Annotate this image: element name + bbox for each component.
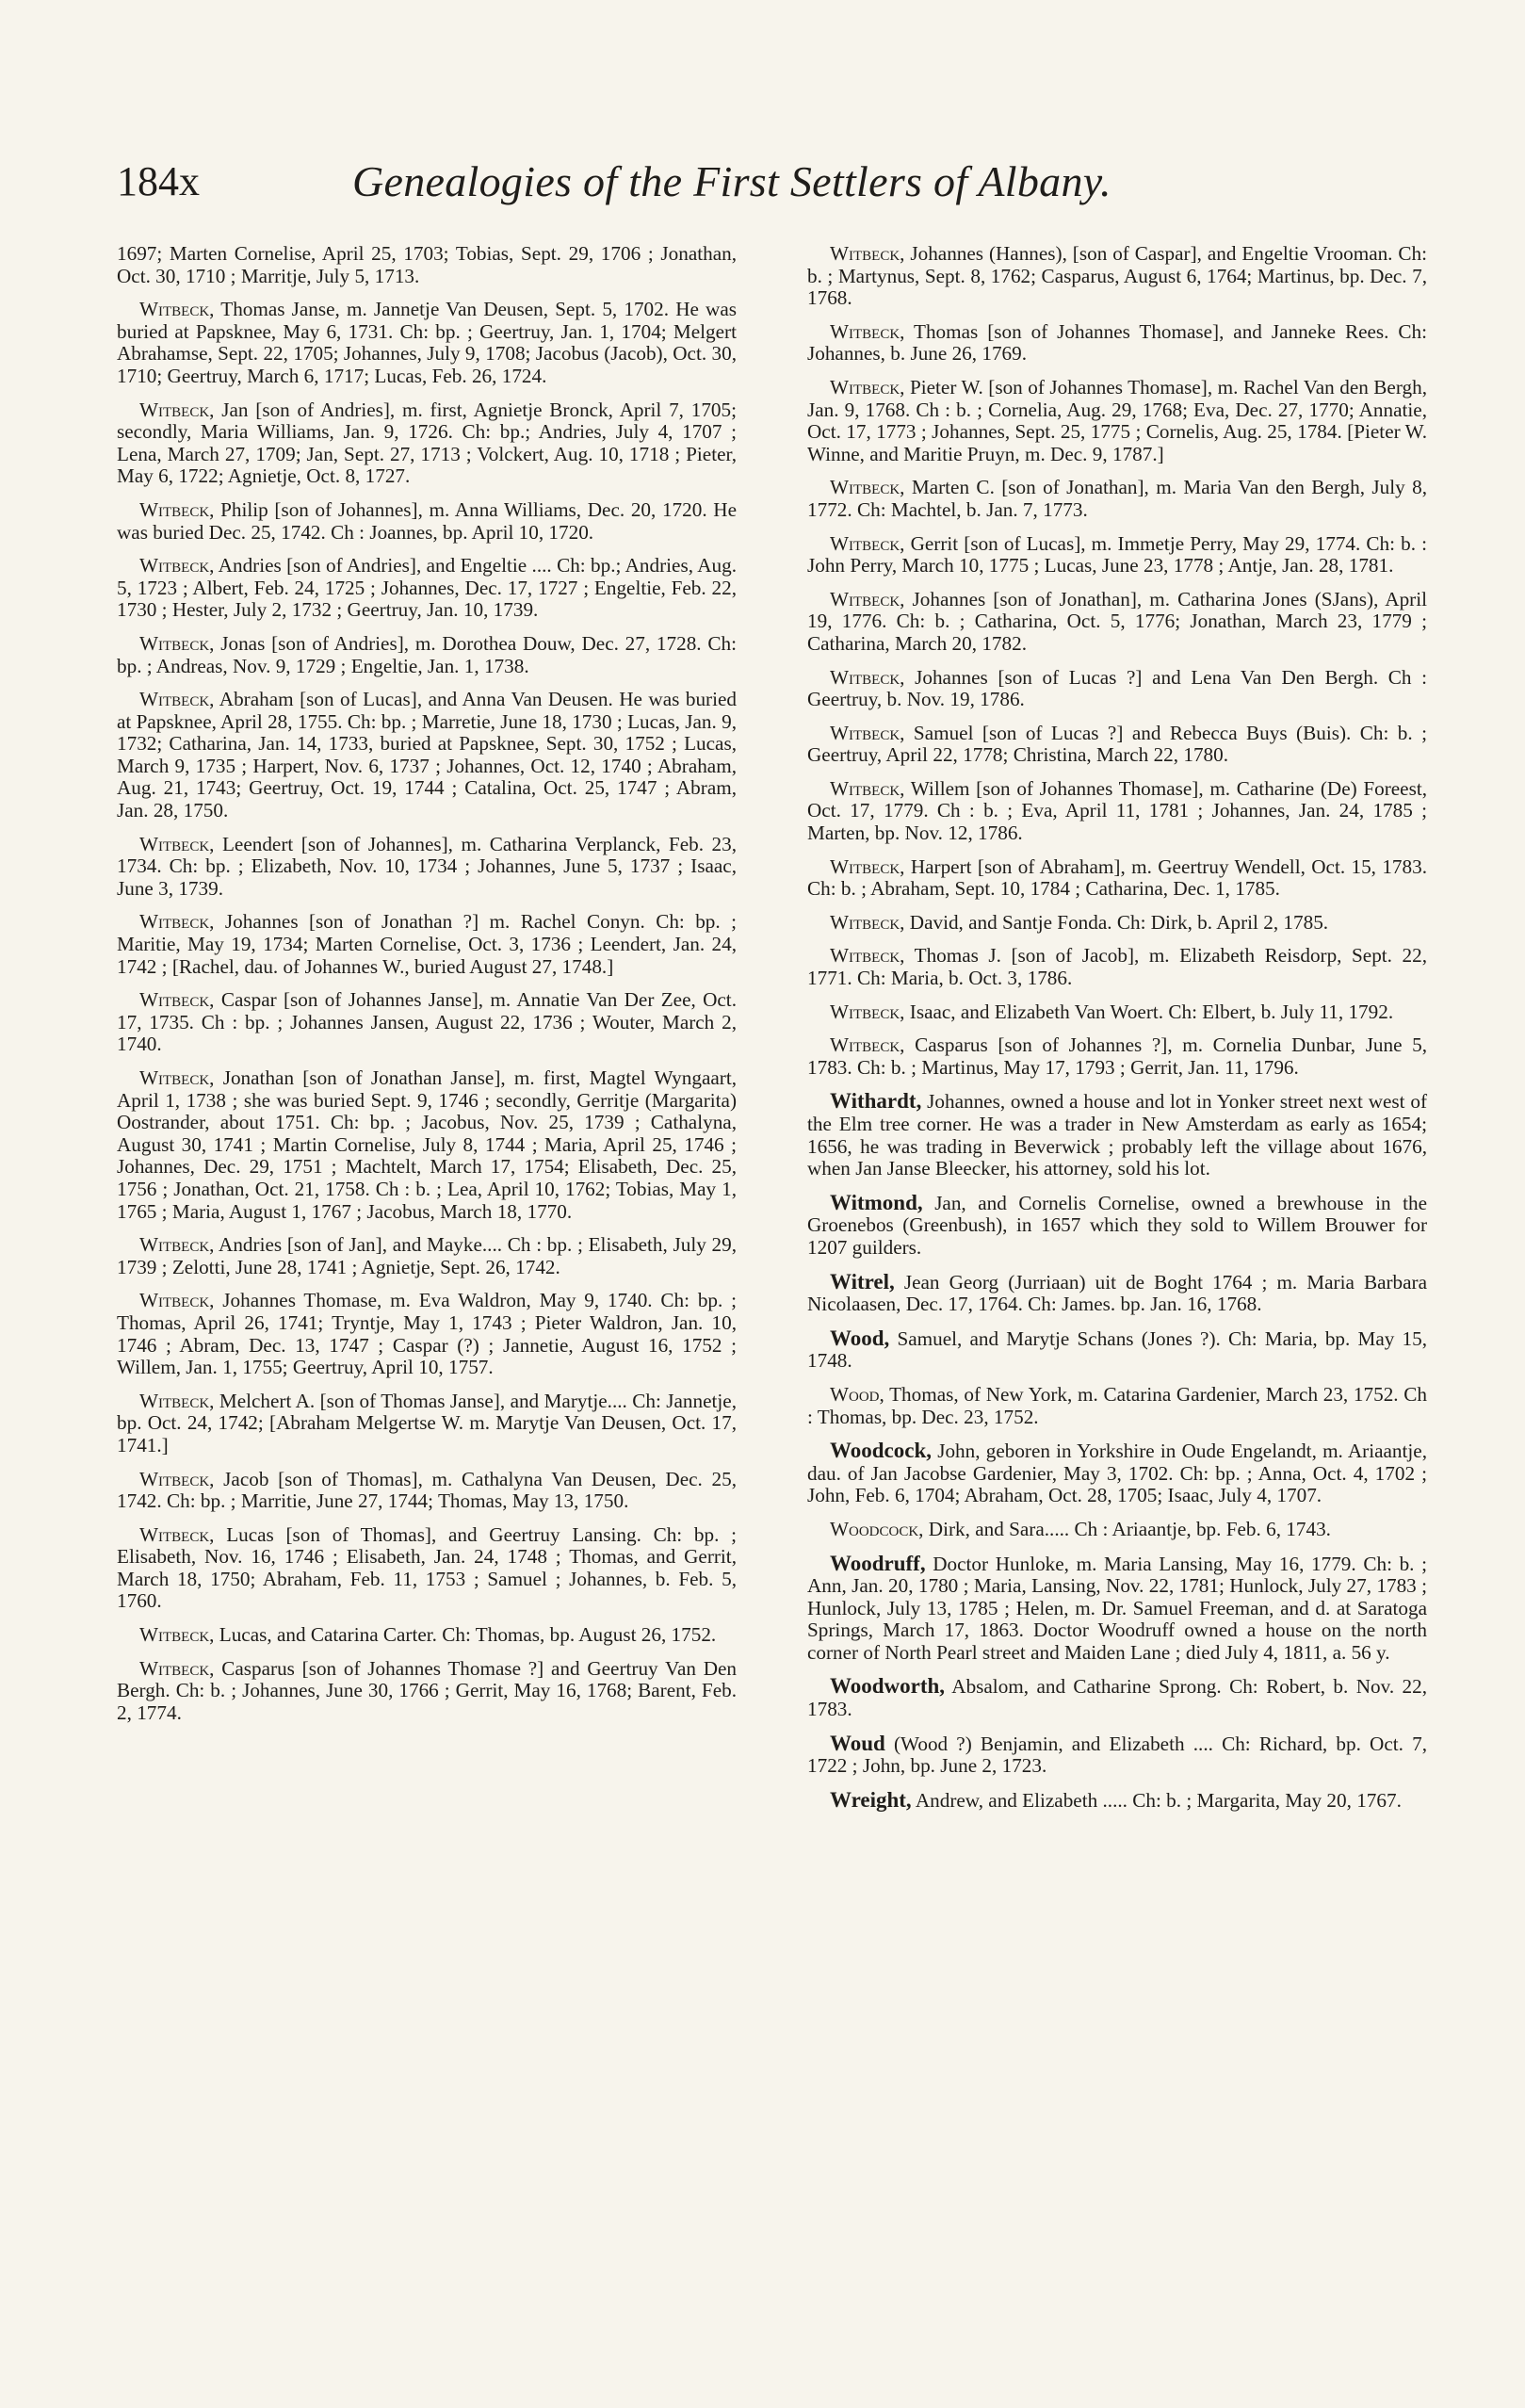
entry-text: Samuel [son of Lucas ?] and Rebecca Buys (Buis). Ch: b. ; Geertruy, April 22, 1778; Christina, March 22, 1780. xyxy=(807,721,1428,767)
entry-text: Thomas [son of Johannes Thomase], and Janneke Rees. Ch: Johannes, b. June 26, 1769. xyxy=(807,319,1427,366)
genealogy-entry xyxy=(117,1391,737,1457)
entry-surname: Witbeck, xyxy=(139,1467,215,1490)
genealogy-entry xyxy=(807,1789,1427,1813)
genealogy-entry xyxy=(807,945,1427,989)
entry-surname: Witbeck, xyxy=(830,1033,905,1057)
entry-text: David, and Santje Fonda. Ch: Dirk, b. April 2, 1785. xyxy=(909,910,1329,934)
entry-surname: Woodruff, xyxy=(830,1551,926,1575)
entry-surname: Witbeck, xyxy=(830,1000,905,1023)
entry-surname: Witbeck, xyxy=(139,497,215,521)
genealogy-entry xyxy=(807,321,1427,366)
genealogy-entry xyxy=(117,555,737,622)
genealogy-entry xyxy=(807,1440,1427,1507)
entry-text: Thomas J. [son of Jacob], m. Elizabeth Reisdorp, Sept. 22, 1771. Ch: Maria, b. Oct. 3, 1786. xyxy=(807,944,1427,990)
genealogy-entry xyxy=(117,1469,737,1513)
entry-text: Johannes [son of Jonathan], m. Catharina Jones (SJans), April 19, 1776. Ch: b. ; Catharina, Oct. 5, 1776; Jonathan, March 23, 1779 ; Catharina, March 20, 1782. xyxy=(807,587,1428,655)
entry-text: Lucas [son of Thomas], and Geertruy Lansing. Ch: bp. ; Elisabeth, Nov. 16, 1746 ; Elisabeth, Jan. 24, 1748 ; Thomas, and Gerrit, March 18, 1750; Abraham, Feb. 11, 1753 ; Samuel ; Johannes, b. Feb. 5, 1760. xyxy=(117,1522,737,1613)
genealogy-entry xyxy=(807,1553,1427,1665)
genealogy-entry xyxy=(117,911,737,978)
entry-surname: Witbeck, xyxy=(830,854,905,878)
left-column xyxy=(117,243,737,1735)
entry-text: Johannes, owned a house and lot in Yonker street next west of the Elm tree corner. He was a trader in New Amsterdam as early as 1654; 1656, he was trading in Beverwick ; probably left the village about 1676, when Jan Janse Bleecker, his attorney, sold his lot. xyxy=(807,1090,1428,1180)
entry-surname: Wood, xyxy=(830,1382,884,1406)
entry-surname: Witbeck, xyxy=(139,298,215,321)
genealogy-entry xyxy=(117,1624,737,1647)
entry-text: Samuel, and Marytje Schans (Jones ?). Ch: Maria, bp. May 15, 1748. xyxy=(807,1326,1428,1373)
entry-surname: Witbeck, xyxy=(830,319,905,343)
entry-text: Abraham [son of Lucas], and Anna Van Deusen. He was buried at Papsknee, April 28, 1755. Ch: bp. ; Marretie, June 18, 1730 ; Lucas, Jan. 9, 1732; Catharina, Jan. 14, 1733, buried at Papsknee, Sept. 30, 1752 ; Lucas, March 9, 1735 ; Harpert, Nov. 6, 1737 ; Johannes, Oct. 12, 1740 ; Abraham, Aug. 21, 1743; Geertruy, Oct. 19, 1744 ; Catalina, Oct. 25, 1747 ; Abram, Jan. 28, 1750. xyxy=(117,688,737,822)
entry-surname: Witbeck, xyxy=(830,531,905,555)
entry-surname: Witbeck, xyxy=(830,776,905,800)
entry-text: Johannes (Hannes), [son of Caspar], and Engeltie Vrooman. Ch: b. ; Martynus, Sept. 8, 1762; Casparus, August 6, 1764; Martinus, bp. Dec. 7, 1768. xyxy=(807,242,1427,310)
genealogy-entry xyxy=(807,1519,1427,1541)
entry-surname: Witrel, xyxy=(830,1269,895,1293)
entry-text: Willem [son of Johannes Thomase], m. Catharine (De) Foreest, Oct. 17, 1779. Ch : b. ; Eva, April 11, 1781 ; Johannes, Jan. 24, 1785 ; Marten, bp. Nov. 12, 1786. xyxy=(807,776,1428,845)
entry-text: Philip [son of Johannes], m. Anna Williams, Dec. 20, 1720. He was buried Dec. 25, 1742. Ch : Joannes, bp. April 10, 1720. xyxy=(117,497,737,544)
genealogy-entry xyxy=(117,633,737,677)
entry-surname: Witbeck, xyxy=(830,242,905,265)
entry-surname: Witbeck, xyxy=(139,988,215,1012)
entry-surname: Witbeck, xyxy=(139,554,215,578)
entry-surname: Witbeck, xyxy=(139,688,215,711)
entry-text: Andries [son of Jan], and Mayke.... Ch : bp. ; Elisabeth, July 29, 1739 ; Zelotti, June 28, 1741 ; Agnietje, Sept. 26, 1742. xyxy=(117,1233,737,1278)
genealogy-entry xyxy=(807,912,1427,935)
entry-text: Absalom, and Catharine Sprong. Ch: Robert, b. Nov. 22, 1783. xyxy=(807,1675,1427,1721)
genealogy-entry xyxy=(807,778,1427,845)
entry-surname: Wreight, xyxy=(830,1787,912,1812)
entry-surname: Witbeck, xyxy=(830,944,905,968)
entry-text: Isaac, and Elizabeth Van Woert. Ch: Elbert, b. July 11, 1792. xyxy=(909,1000,1394,1023)
entry-text: Johannes [son of Jonathan ?] m. Rachel Conyn. Ch: bp. ; Maritie, May 19, 1734; Marten Cornelise, Oct. 3, 1736 ; Leendert, Jan. 24, 1742 ; [Rachel, dau. of Johannes W., buried August 27, 1748.] xyxy=(117,910,737,978)
entry-surname: Witbeck, xyxy=(830,665,905,689)
genealogy-entry xyxy=(117,1234,737,1278)
entry-surname: Witmond, xyxy=(830,1190,923,1214)
genealogy-entry xyxy=(807,1675,1427,1720)
entry-surname: Withardt, xyxy=(830,1089,922,1114)
entry-surname: Wood, xyxy=(830,1326,890,1350)
genealogy-entry xyxy=(117,1067,737,1223)
entry-text: Jonas [son of Andries], m. Dorothea Douw, Dec. 27, 1728. Ch: bp. ; Andreas, Nov. 9, 1729 ; Engeltie, Jan. 1, 1738. xyxy=(117,631,737,677)
genealogy-entry xyxy=(807,667,1427,711)
entry-surname: Witbeck, xyxy=(830,721,905,744)
entry-text: Jean Georg (Jurriaan) uit de Boght 1764 ; m. Maria Barbara Nicolaasen, Dec. 17, 1764. Ch: James. bp. Jan. 16, 1768. xyxy=(807,1270,1428,1316)
genealogy-entry xyxy=(117,1524,737,1613)
entry-text: Thomas Janse, m. Jannetje Van Deusen, Sept. 5, 1702. He was buried at Papsknee, May 6, 1731. Ch: bp. ; Geertruy, Jan. 1, 1704; Melgert Abrahamse, Sept. 22, 1705; Johannes, July 9, 1708; Jacobus (Jacob), Oct. 30, 1710; Geertruy, March 6, 1717; Lucas, Feb. 26, 1724. xyxy=(117,298,738,387)
entry-surname: Witbeck, xyxy=(139,1233,215,1257)
entry-surname: Witbeck, xyxy=(139,1389,215,1412)
entry-text: Andrew, and Elizabeth ..... Ch: b. ; Margarita, May 20, 1767. xyxy=(915,1788,1402,1812)
page-header xyxy=(117,155,1162,221)
running-title: Genealogies of the First Settlers of Albany. xyxy=(352,157,1111,205)
genealogy-entry xyxy=(807,477,1427,521)
entry-text: (Wood ?) Benjamin, and Elizabeth .... Ch: Richard, bp. Oct. 7, 1722 ; John, bp. June 2, 1723. xyxy=(807,1732,1428,1778)
entry-text: John, geboren in Yorkshire in Oude Engelandt, m. Ariaantje, dau. of Jan Jacobse Gardenier, May 3, 1702. Ch: bp. ; Anna, Oct. 4, 1702 ; John, Feb. 6, 1704; Abraham, Oct. 28, 1705; Isaac, July 4, 1707. xyxy=(807,1440,1427,1507)
entry-surname: Witbeck, xyxy=(830,476,905,499)
entry-surname: Witbeck, xyxy=(830,587,905,610)
entry-text: Harpert [son of Abraham], m. Geertruy Wendell, Oct. 15, 1783. Ch: b. ; Abraham, Sept. 10, 1784 ; Catharina, Dec. 1, 1785. xyxy=(807,854,1428,901)
genealogy-entry xyxy=(807,1733,1427,1778)
entry-text: Melchert A. [son of Thomas Janse], and Marytje.... Ch: Jannetje, bp. Oct. 24, 1742; [Abraham Melgertse W. m. Marytje Van Deusen, Oct. 17, 1741.] xyxy=(117,1389,737,1456)
entry-surname: Witbeck, xyxy=(139,1289,215,1312)
entry-surname: Witbeck, xyxy=(139,1656,215,1680)
entry-surname: Witbeck, xyxy=(139,832,215,855)
entry-surname: Woodcock, xyxy=(830,1439,932,1463)
entry-text: Caspar [son of Johannes Janse], m. Annatie Van Der Zee, Oct. 17, 1735. Ch : bp. ; Johannes Jansen, August 22, 1736 ; Wouter, March 2, 1740. xyxy=(117,988,737,1056)
page-number: 184x xyxy=(117,158,200,204)
entry-text: Andries [son of Andries], and Engeltie .... Ch: bp.; Andries, Aug. 5, 1723 ; Albert, Feb. 24, 1725 ; Johannes, Dec. 17, 1727 ; Engeltie, Feb. 22, 1730 ; Hester, July 2, 1732 ; Geertruy, Jan. 10, 1739. xyxy=(117,554,737,622)
entry-surname: Woodcock, xyxy=(830,1517,924,1540)
genealogy-entry xyxy=(807,1001,1427,1024)
entry-text: Jonathan [son of Jonathan Janse], m. first, Magtel Wyngaart, April 1, 1738 ; she was buried Sept. 9, 1746 ; secondly, Gerritje (Margarita) Oostrander, about 1751. Ch: bp. ; Jacobus, Nov. 25, 1739 ; Cathalyna, August 30, 1741 ; Martin Cornelise, July 8, 1744 ; Maria, April 25, 1746 ; Johannes, Dec. 29, 1751 ; Machtelt, March 17, 1754; Elisabeth, Dec. 25, 1756 ; Jonathan, Oct. 21, 1758. Ch : b. ; Lea, April 10, 1762; Tobias, May 1, 1765 ; Maria, August 1, 1767 ; Jacobus, March 18, 1770. xyxy=(117,1066,738,1223)
genealogy-entry xyxy=(807,856,1427,901)
genealogy-entry xyxy=(117,299,737,387)
entry-surname: Woodworth, xyxy=(830,1674,946,1699)
entry-surname: Witbeck, xyxy=(830,910,905,934)
entry-text: Pieter W. [son of Johannes Thomase], m. Rachel Van den Bergh, Jan. 9, 1768. Ch : b. ; Cornelia, Aug. 29, 1768; Eva, Dec. 27, 1770; Annatie, Oct. 17, 1773 ; Johannes, Sept. 25, 1775 ; Cornelis, Aug. 25, 1784. [Pieter W. Winne, and Maritie Pruyn, m. Dec. 9, 1787.] xyxy=(807,375,1427,465)
entry-text: Jacob [son of Thomas], m. Cathalyna Van Deusen, Dec. 25, 1742. Ch: bp. ; Marritie, June 27, 1744; Thomas, May 13, 1750. xyxy=(117,1467,738,1513)
entry-surname: Witbeck, xyxy=(139,631,215,655)
entry-text: Jan, and Cornelis Cornelise, owned a brewhouse in the Groenebos (Greenbush), in 1657 which they sold to Willem Brouwer for 1207 guilders. xyxy=(807,1191,1428,1259)
genealogy-entry xyxy=(117,1290,737,1378)
genealogy-entry xyxy=(807,1192,1427,1260)
entry-surname: Woud xyxy=(830,1731,885,1755)
entry-surname: Witbeck, xyxy=(139,910,215,934)
genealogy-entry xyxy=(807,1327,1427,1373)
entry-text: Thomas, of New York, m. Catarina Gardenier, March 23, 1752. Ch : Thomas, bp. Dec. 23, 1752. xyxy=(807,1382,1427,1428)
genealogy-entry xyxy=(117,499,737,544)
entry-text: Johannes Thomase, m. Eva Waldron, May 9, 1740. Ch: bp. ; Thomas, April 26, 1741; Tryntje, May 1, 1743 ; Pieter Waldron, Jan. 10, 1746 ; Abram, Dec. 13, 1747 ; Caspar (?) ; Jannetie, August 16, 1752 ; Willem, Jan. 1, 1755; Geertruy, April 10, 1757. xyxy=(117,1289,737,1379)
right-column xyxy=(807,243,1427,1823)
entry-text: 1697; Marten Cornelise, April 25, 1703; Tobias, Sept. 29, 1706 ; Jonathan, Oct. 30, 1710 ; Marritje, July 5, 1713. xyxy=(117,242,737,287)
genealogy-entry xyxy=(807,589,1427,656)
genealogy-entry xyxy=(117,1658,737,1725)
genealogy-entry xyxy=(117,989,737,1056)
genealogy-entry xyxy=(807,1384,1427,1428)
entry-text: Gerrit [son of Lucas], m. Immetje Perry, May 29, 1774. Ch: b. : John Perry, March 10, 1775 ; Lucas, June 23, 1778 ; Antje, Jan. 28, 1781. xyxy=(807,531,1427,578)
entry-text: Dirk, and Sara..... Ch : Ariaantje, bp. Feb. 6, 1743. xyxy=(928,1517,1331,1540)
entry-text: Lucas, and Catarina Carter. Ch: Thomas, bp. August 26, 1752. xyxy=(219,1623,717,1647)
genealogy-entry xyxy=(807,533,1427,578)
entry-text: Johannes [son of Lucas ?] and Lena Van Den Bergh. Ch : Geertruy, b. Nov. 19, 1786. xyxy=(807,665,1428,711)
genealogy-entry xyxy=(807,1090,1427,1180)
entry-text: Casparus [son of Johannes ?], m. Cornelia Dunbar, June 5, 1783. Ch: b. ; Martinus, May 17, 1793 ; Gerrit, Jan. 11, 1796. xyxy=(807,1033,1428,1079)
genealogy-entry xyxy=(807,723,1427,767)
entry-surname: Witbeck, xyxy=(139,398,215,421)
genealogy-entry xyxy=(117,243,737,287)
genealogy-entry xyxy=(807,1271,1427,1316)
entry-surname: Witbeck, xyxy=(139,1623,215,1647)
entry-text: Marten C. [son of Jonathan], m. Maria Van den Bergh, July 8, 1772. Ch: Machtel, b. Jan. 7, 1773. xyxy=(807,476,1427,521)
genealogy-entry xyxy=(117,399,737,488)
genealogy-entry xyxy=(807,377,1427,465)
entry-text: Jan [son of Andries], m. first, Agnietje Bronck, April 7, 1705; secondly, Maria Williams, Jan. 9, 1726. Ch: bp.; Andries, July 4, 1707 ; Lena, March 27, 1709; Jan, Sept. 27, 1713 ; Volckert, Aug. 10, 1718 ; Pieter, May 6, 1722; Agnietje, Oct. 8, 1727. xyxy=(117,398,738,488)
entry-surname: Witbeck, xyxy=(139,1066,215,1089)
genealogy-entry xyxy=(807,243,1427,310)
entry-text: Leendert [son of Johannes], m. Catharina Verplanck, Feb. 23, 1734. Ch: bp. ; Elizabeth, Nov. 10, 1734 ; Johannes, June 5, 1737 ; Isaac, June 3, 1739. xyxy=(117,832,738,900)
entry-text: Casparus [son of Johannes Thomase ?] and Geertruy Van Den Bergh. Ch: b. ; Johannes, June 30, 1766 ; Gerrit, May 16, 1768; Barent, Feb. 2, 1774. xyxy=(117,1656,738,1724)
entry-text: Doctor Hunloke, m. Maria Lansing, May 16, 1779. Ch: b. ; Ann, Jan. 20, 1780 ; Maria, Lansing, Nov. 22, 1781; Hunlock, July 27, 1783 ; Hunlock, July 13, 1785 ; Helen, m. Dr. Samuel Freeman, and d. at Saratoga Springs, March 17, 1863. Doctor Woodruff owned a house on the north corner of North Pearl street and Maiden Lane ; died July 4, 1811, a. 56 y. xyxy=(807,1552,1428,1664)
genealogy-entry xyxy=(807,1034,1427,1079)
entry-surname: Witbeck, xyxy=(139,1522,215,1546)
genealogy-entry xyxy=(117,689,737,822)
entry-surname: Witbeck, xyxy=(830,375,905,399)
genealogy-entry xyxy=(117,834,737,901)
